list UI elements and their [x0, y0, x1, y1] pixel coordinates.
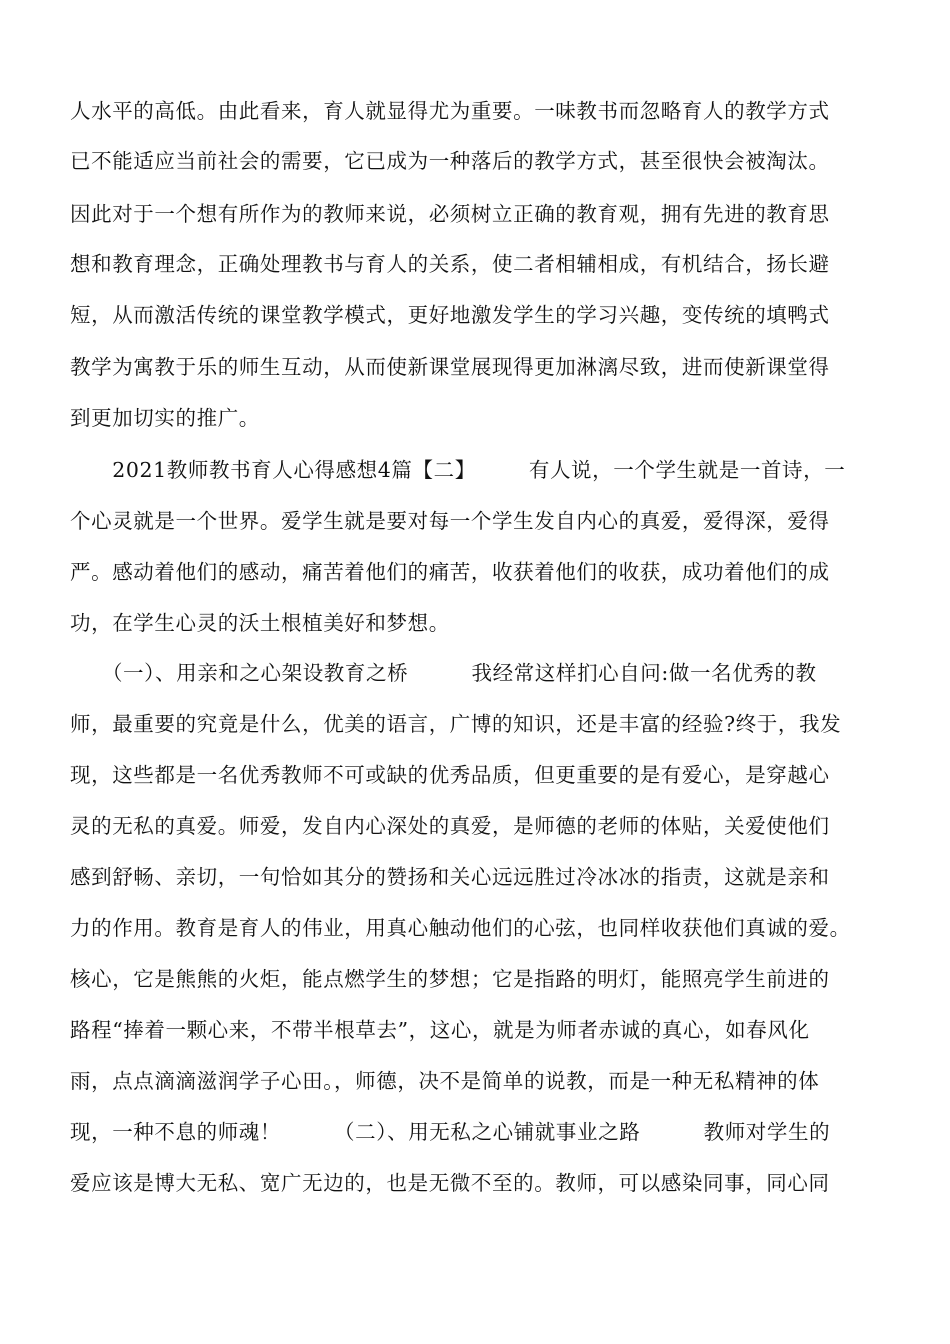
text-line: 师，最重要的究竟是什么，优美的语言，广博的知识，还是丰富的经验?终于，我发 — [70, 712, 842, 736]
section-heading-line: 现，一种不息的师魂！ （二）、用无私之心铺就事业之路 教师对学生的 — [70, 1120, 831, 1144]
text-line: 力的作用。教育是育人的伟业，用真心触动他们的心弦，也同样收获他们真诚的爱。 — [70, 916, 851, 940]
text-line: 短，从而激活传统的课堂教学模式，更好地激发学生的学习兴趣，变传统的填鸭式 — [70, 303, 830, 327]
text-line: 功，在学生心灵的沃土根植美好和梦想。 — [70, 611, 450, 635]
text-line: 爱应该是博大无私、宽广无边的，也是无微不至的。教师，可以感染同事，同心同 — [70, 1171, 830, 1195]
text-line: 教学为寓教于乐的师生互动，从而使新课堂展现得更加淋漓尽致，进而使新课堂得 — [70, 355, 830, 379]
section-heading-line: （一）、用亲和之心架设教育之桥 我经常这样扪心自问:做一名优秀的教 — [70, 661, 817, 685]
text-line: 人水平的高低。由此看来，育人就显得尤为重要。一味教书而忽略育人的教学方式 — [70, 99, 830, 123]
text-line: 想和教育理念，正确处理教书与育人的关系，使二者相辅相成，有机结合，扬长避 — [70, 252, 830, 276]
text-line: 严。感动着他们的感动，痛苦着他们的痛苦，收获着他们的收获，成功着他们的成 — [70, 560, 830, 584]
text-line: 核心，它是熊熊的火炬，能点燃学生的梦想；它是指路的明灯，能照亮学生前进的 — [70, 967, 830, 991]
text-line: 到更加切实的推广。 — [70, 406, 260, 430]
text-line: 雨，点点滴滴滋润学子心田。，师德，决不是简单的说教，而是一种无私精神的体 — [70, 1069, 820, 1093]
text-line: 灵的无私的真爱。师爱，发自内心深处的真爱，是师德的老师的体贴，关爱使他们 — [70, 814, 830, 838]
heading-line: 2021教师教书育人心得感想4篇【二】 有人说，一个学生就是一首诗，一 — [70, 458, 846, 482]
text-line: 已不能适应当前社会的需要，它已成为一种落后的教学方式，甚至很快会被淘汰。 — [70, 149, 830, 173]
text-line: 现，这些都是一名优秀教师不可或缺的优秀品质，但更重要的是有爱心，是穿越心 — [70, 763, 830, 787]
text-line: 个心灵就是一个世界。爱学生就是要对每一个学生发自内心的真爱，爱得深，爱得 — [70, 509, 830, 533]
text-line: 因此对于一个想有所作为的教师来说，必须树立正确的教育观，拥有先进的教育思 — [70, 202, 830, 226]
text-line: 路程“捧着一颗心来，不带半根草去”，这心，就是为师者赤诚的真心，如春风化 — [70, 1018, 810, 1042]
text-line: 感到舒畅、亲切，一句恰如其分的赞扬和关心远远胜过冷冰冰的指责，这就是亲和 — [70, 865, 830, 889]
